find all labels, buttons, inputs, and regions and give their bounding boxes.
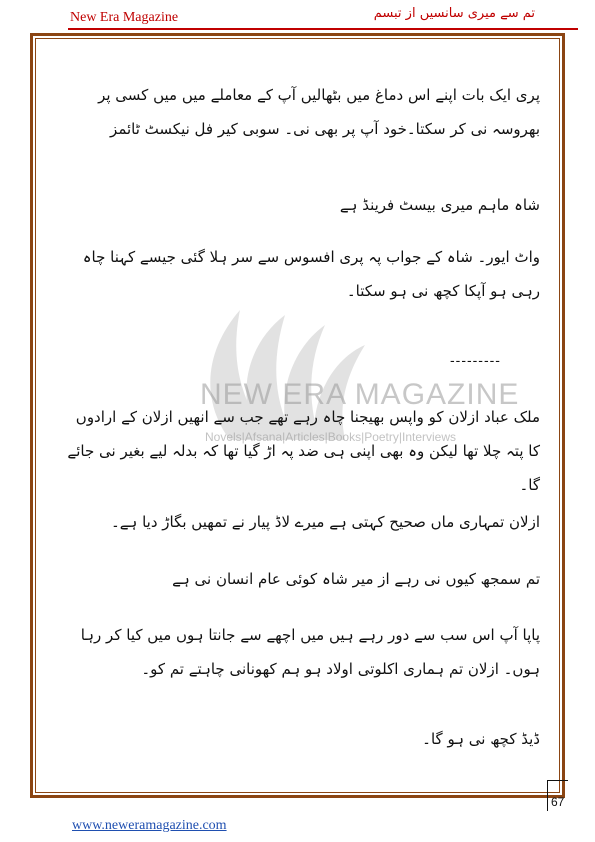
paragraph-3: واٹ ایور۔ شاہ کے جواب پہ پری افسوس سے سر ہلا گئی جیسے کہنا چاہ رہی ہو آپکا کچھ نی ہو سکتا۔: [82, 248, 540, 300]
novel-title: تم سے میری سانسیں از تبسم: [373, 6, 535, 21]
header-rule: [68, 28, 578, 30]
magazine-name: New Era Magazine: [70, 10, 179, 25]
paragraph-7: پاپا آپ اس سب سے دور رہے ہیں میں اچھے سے جانتا ہوں میں کیا کر رہا ہوں۔ ازلان تم ہماری اکلوتی اولاد ہو ہم کھونانی چاہتے تم کو۔: [80, 626, 540, 678]
paragraph-6: تم سمجھ کیوں نی رہے از میر شاہ کوئی عام انسان نی ہے: [172, 570, 540, 588]
paragraph-4: ملک عباد ازلان کو واپس بھیجنا چاہ رہے تھے جب سے انھیں ازلان کے ارادوں کا پتہ چلا تھا لیکن وہ بھی اپنی ہی ضد پہ اڑ گیا تھا کہ بدلہ لیے بغیر نی جائے گا۔: [67, 408, 540, 494]
page-number: 67: [551, 795, 565, 809]
paragraph-8: ڈیڈ کچھ نی ہو گا۔: [422, 730, 540, 748]
website-link[interactable]: www.neweramagazine.com: [72, 818, 227, 833]
section-separator: ---------: [450, 352, 501, 368]
paragraph-2: شاہ ماہم میری بیسٹ فرینڈ ہے: [339, 196, 540, 214]
paragraph-1: پری ایک بات اپنے اس دماغ میں بٹھالیں آپ کے معاملے میں میں کسی پر بھروسہ نی کر سکتا۔خود آپ پر بھی نی۔ سوبی کیر فل نیکسٹ ٹائمز: [98, 86, 540, 138]
watermark-title: NEW ERA MAGAZINE: [200, 378, 520, 411]
paragraph-5: ازلان تمہاری ماں صحیح کہتی ہے میرے لاڈ پیار نے تمھیں بگاڑ دیا ہے۔: [110, 513, 540, 531]
watermark-subtitle: Novels|Afsana|Articles|Books|Poetry|Interviews: [205, 430, 457, 444]
